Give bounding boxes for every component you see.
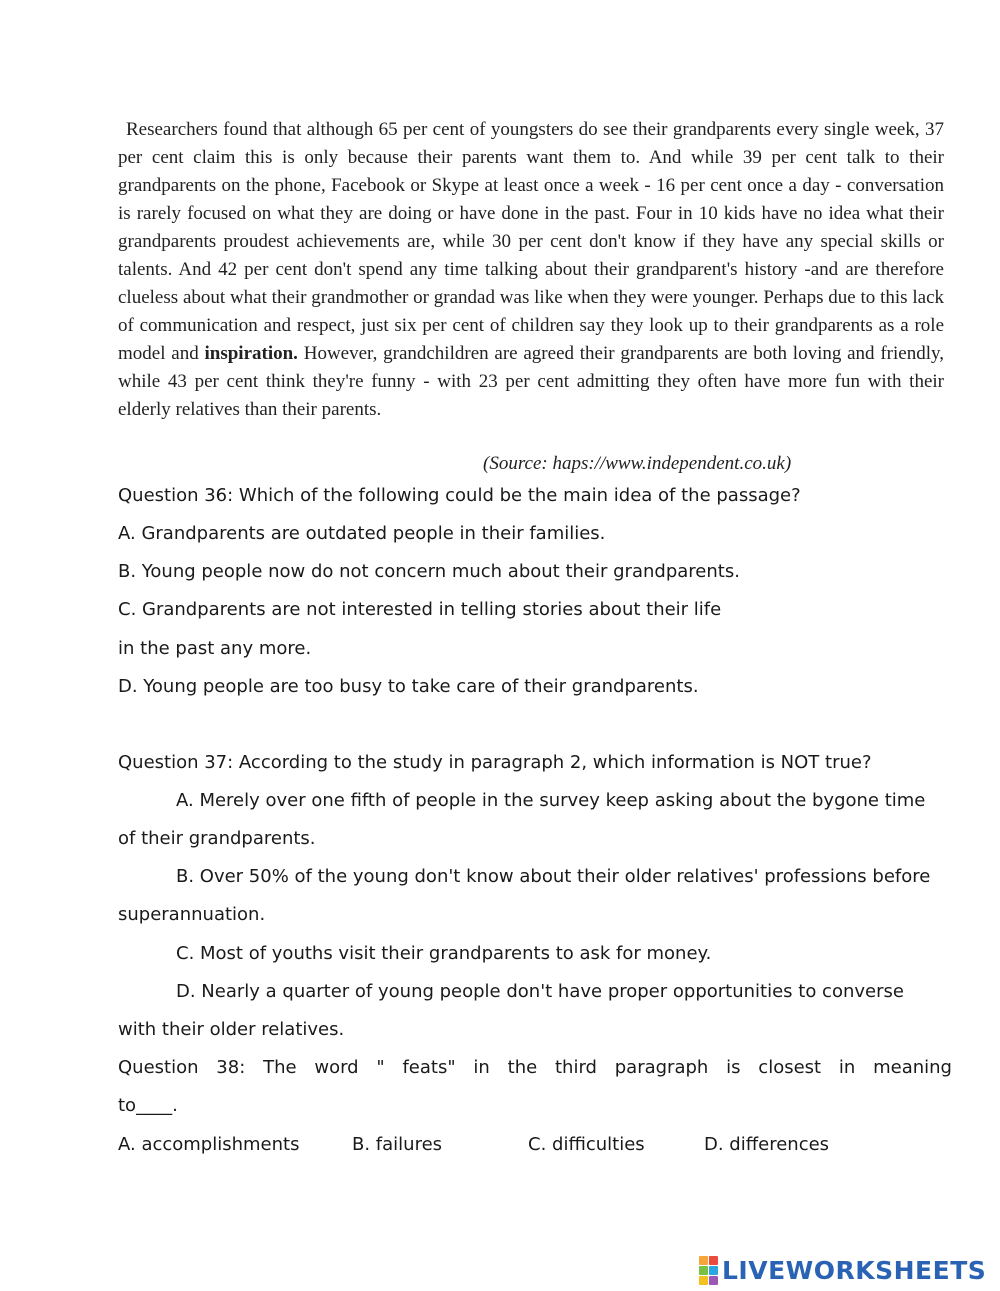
- passage-text: Researchers found that although 65 per cent of youngsters do see their grandparents every single week, 37 per cent claim this is only because their parents want them to. And while 39 per cent talk to their grandparents on the phone, Facebook or Skype at least once a week - 16 per cent once a day - conversation is rarely focused on what they are doing or have done in the past. Four in 10 kids have no idea what their grandparents proudest achievements are, while 30 per cent don't know if they have any special skills or talents. And 42 per cent don't spend any time talking about their grandparent's history -and are therefore clueless about what their grandmother or grandad was like when they were younger. Perhaps due to this lack of communication and respect, just six per cent of children say they look up to their grandparents as a role model and: [118, 119, 944, 364]
- q37-option-a-cont[interactable]: of their grandparents.: [118, 828, 316, 849]
- question-36: Question 36: Which of the following could be the main idea of the passage?: [118, 485, 801, 506]
- passage-bold-word: inspiration.: [204, 343, 298, 364]
- q38-option-c[interactable]: C. difficulties: [528, 1134, 645, 1155]
- logo-block: [699, 1256, 708, 1265]
- q36-option-b[interactable]: B. Young people now do not concern much about their grandparents.: [118, 561, 740, 582]
- q37-option-a[interactable]: A. Merely over one fifth of people in the survey keep asking about the bygone time: [176, 790, 926, 811]
- q38-option-d[interactable]: D. differences: [704, 1134, 830, 1155]
- q36-option-d[interactable]: D. Young people are too busy to take care of their grandparents.: [118, 676, 699, 697]
- q37-option-c[interactable]: C. Most of youths visit their grandparents to ask for money.: [176, 943, 712, 964]
- logo-block: [699, 1266, 708, 1275]
- q38-option-b[interactable]: B. failures: [352, 1134, 443, 1155]
- q38-option-a[interactable]: A. accomplishments: [118, 1134, 300, 1155]
- q37-option-d[interactable]: D. Nearly a quarter of young people don't have proper opportunities to converse: [176, 981, 904, 1002]
- liveworksheets-logo: [699, 1255, 986, 1285]
- logo-block: [709, 1276, 718, 1285]
- question-38: Question 38: The word " feats" in the third paragraph is closest in meaning: [118, 1057, 952, 1078]
- liveworksheets-logo-text: LIVEWORKSHEETS: [722, 1255, 987, 1285]
- liveworksheets-logo-icon: [699, 1256, 718, 1285]
- passage-text-end: However, grandchildren are agreed their grandparents are both loving and friendly, while 43 per cent think they're funny - with 23 per cent admitting they often have more fun with their elderly relatives than their parents.: [118, 343, 944, 420]
- q36-option-c[interactable]: C. Grandparents are not interested in telling stories about their life: [118, 599, 722, 620]
- q37-option-d-cont[interactable]: with their older relatives.: [118, 1019, 345, 1040]
- passage-source: (Source: haps://www.independent.co.uk): [483, 453, 792, 474]
- passage-paragraph: [118, 116, 944, 424]
- q36-option-c-cont[interactable]: in the past any more.: [118, 638, 312, 659]
- question-38-cont: to____.: [118, 1095, 178, 1116]
- logo-block: [699, 1276, 708, 1285]
- q37-option-b[interactable]: B. Over 50% of the young don't know about their older relatives' professions before: [176, 866, 931, 887]
- q36-option-a[interactable]: A. Grandparents are outdated people in their families.: [118, 523, 606, 544]
- logo-block: [709, 1266, 718, 1275]
- question-37: Question 37: According to the study in paragraph 2, which information is NOT true?: [118, 752, 872, 773]
- q37-option-b-cont[interactable]: superannuation.: [118, 904, 266, 925]
- reading-passage: [118, 116, 944, 424]
- logo-block: [709, 1256, 718, 1265]
